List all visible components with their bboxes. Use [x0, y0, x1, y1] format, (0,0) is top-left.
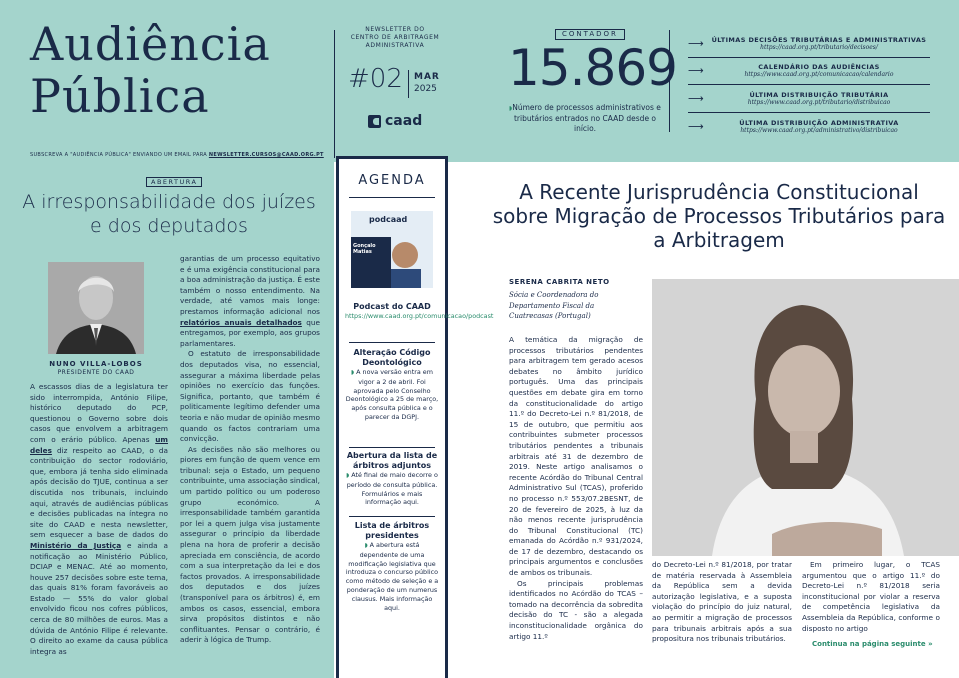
agenda-divider: [349, 342, 435, 343]
quick-link-title: ÚLTIMAS DECISÕES TRIBUTÁRIAS E ADMINISTRATIVAS: [711, 35, 927, 44]
agenda-item-heading: Lista de árbitros presidentes: [354, 521, 430, 540]
podcast-badge: podcaad: [369, 215, 408, 224]
contador-value: 15.869: [508, 39, 677, 97]
quick-link[interactable]: [688, 58, 930, 86]
quick-links: [688, 30, 930, 140]
contador-label: CONTADOR: [555, 29, 625, 40]
arrow-right-icon: ⟶: [688, 64, 704, 78]
article-paragraph: Em primeiro lugar, o TCAS argumentou que o artigo 11.º do Decreto-Lei n.º 81/2018 seria inconstitucional por violar a reserva de competência legislativa da Assembleia da República, conforme o disposto no artigo: [802, 560, 940, 633]
article-title: A Recente Jurisprudência Constitucional sobre Migração de Processos Tributários para a Arbitragem: [492, 180, 946, 252]
agenda-item-text: Até final de maio decorre o período de consulta pública. Formulários e mais informação aqui.: [346, 471, 438, 507]
agenda-item-podcast: [345, 302, 494, 321]
abertura-title: A irresponsabilidade dos juízes e dos deputados: [22, 191, 316, 237]
newsletter-label: NEWSLETTER DO CENTRO DE ARBITRAGEM ADMINISTRATIVA: [350, 26, 440, 49]
article-author-role: Sócia e Coordenadora do Departamento Fiscal da Cuatrecasas (Portugal): [509, 291, 599, 320]
article-author-photo: [652, 279, 959, 556]
article-author-name: SERENA CABRITA NETO: [509, 278, 610, 286]
article-column-1: [509, 335, 643, 642]
caad-logo: [368, 113, 422, 129]
divider-1: [334, 30, 335, 158]
masthead-line-1: Audiência: [30, 17, 271, 71]
continue-link[interactable]: [812, 640, 933, 648]
abertura-paragraph: As decisões não são melhores ou piores em função de quem vence em tribunal: seja o Estado, um pequeno contribuinte, uma associação sindical, um partido político ou um poderoso grupo económico. A irresponsabilidade também garantida por lei a quem julga visa justamente assegurar o princípio da liberdade plena na hora de proferir a decisão apreciada em consciência, de acordo com a sua interpretação da lei e dos factos provados. A irresponsabilidade dos deputados e dos juízes (transponível para os árbitros) é, em ambos os casos, essencial, embora sirva propósitos distintos e não conflituantes. Pensar o contrário, é aderir à lógica de Trump.: [180, 444, 320, 645]
subscribe-note: [30, 152, 324, 158]
article-column-3: [802, 560, 940, 634]
quick-link-url[interactable]: https://www.caad.org.pt/comunicacao/calendario: [744, 71, 894, 79]
agenda-item-deontologico: [345, 348, 439, 422]
bullet-icon: ◗: [364, 542, 370, 549]
podcast-cover[interactable]: [351, 211, 433, 288]
caad-logo-text: caad: [385, 113, 423, 129]
abertura-text: que entregamos, por exemplo, aos grupos parlamentares.: [180, 317, 320, 348]
subscribe-text: SUBSCREVA A "AUDIÊNCIA PÚBLICA" ENVIANDO UM EMAIL PARA: [30, 152, 209, 158]
author-role: PRESIDENTE DO CAAD: [57, 369, 135, 376]
quick-link[interactable]: [688, 113, 930, 141]
abertura-paragraph: O estatuto de irresponsabilidade dos deputados visa, no essencial, assegurar a máxima liberdade pelas opiniões no exercício das funções. Significa, portanto, que também é politicamente legítimo defender uma teoria e não mudar de opinião mesmo quando os factos contrariam uma convicção.: [180, 349, 320, 444]
double-arrow-icon: »: [928, 640, 933, 648]
agenda-panel: [336, 156, 494, 678]
quick-link-title: ÚLTIMA DISTRIBUIÇÃO ADMINISTRATIVA: [739, 118, 899, 127]
agenda-divider: [349, 197, 435, 198]
agenda-item-link[interactable]: https://www.caad.org.pt/comunicacao/podcast: [345, 312, 494, 320]
quick-link-url[interactable]: https://www.caad.org.pt/administrativo/distribuicao: [740, 126, 898, 134]
abertura-text: garantias de um processo equitativo e é uma exigência constitucional para a boa administração da justiça. É este também o nosso entendimento. Na verdade, até vamos mais longe: prestamos informação adicional nos: [180, 254, 320, 316]
quick-link[interactable]: [688, 30, 930, 58]
agenda-title: AGENDA: [358, 173, 426, 188]
abertura-text: e ainda a notificação ao Ministério Público, DCIAP e MENAC. Até ao momento, houve 257 decisões sobre este tema, das quais 81% foram favoráveis ao Estado — 55% do valor global envolvido ficou nos cofres públicos, cerca de 80 milhões de euros. Mas a dúvida de António Filipe é relevante. O direito ao exame da causa pública integra as: [30, 540, 168, 656]
caad-logo-icon: [368, 115, 381, 128]
abertura-column-2: [180, 254, 320, 646]
quick-link[interactable]: [688, 85, 930, 113]
article-column-2: do Decreto-Lei n.º 81/2018, por tratar de matéria reservada à Assembleia da República sem a devida autorização legislativa, e a suposta violação do princípio do juiz natural, ao permitir a migração de processos para tribunais arbitrais após a sua propositura nos tribunais tributários.: [652, 560, 792, 644]
issue-year: 2025: [414, 84, 437, 94]
contador-description: [508, 103, 662, 134]
podcast-guest: Gonçalo Matias: [353, 243, 376, 255]
agenda-item-heading: Alteração Código Deontológico: [353, 348, 431, 367]
abertura-link[interactable]: Ministério da Justiça: [30, 540, 122, 550]
article-paragraph: A temática da migração de processos tributários pendentes para arbitragem tem gerado acesos debates no âmbito jurídico português. Uma das principais questões em debate gira em torno da constitucionalidade do artigo 11.º do Decreto-Lei n.º 81/2018, de 15 de outubro, que permitiu aos contribuintes submeter processos tributários pendentes a tribunais arbitrais até 31 de dezembro de 2019. Neste artigo analisamos o recente Acórdão do Tribunal Central Administrativo Sul (TCAS), proferido no processo n.º 553/07.2BESNT, de 20 de fevereiro de 2025, à luz da não menos recente jurisprudência do Tribunal Constitucional (TC) emanada do Acórdão n.º 931/2024, de 17 de dezembro, destacando os principais argumentos e conclusões de ambos os tribunais.: [509, 335, 643, 578]
bullet-icon: ◗: [346, 472, 352, 479]
masthead-line-2: Pública: [30, 69, 210, 123]
continue-link-text: Continua na página seguinte: [812, 640, 926, 648]
agenda-divider: [349, 516, 435, 517]
abertura-text: A escassos dias de a legislatura ter sido interrompida, António Filipe, histórico deputado do PCP, questionou o Governo sobre dois casos que envolvem a arbitragem com o erário público. Apenas: [30, 382, 168, 444]
abertura-tag: ABERTURA: [146, 177, 202, 187]
arrow-right-icon: ⟶: [688, 91, 704, 105]
author-photo: [48, 262, 144, 354]
quick-link-url[interactable]: https://www.caad.org.pt/tributario/distribuicao: [747, 98, 891, 106]
arrow-right-icon: ⟶: [688, 119, 704, 133]
bullet-icon: ◗: [509, 105, 513, 112]
agenda-item-heading: Abertura da lista de árbitros adjuntos: [346, 451, 438, 470]
issue-month: MAR: [414, 72, 440, 82]
abertura-link[interactable]: um deles: [30, 434, 168, 455]
agenda-item-adjuntos: [345, 451, 439, 507]
agenda-item-text: A nova versão entra em vigor a 2 de abril. Foi aprovada pelo Conselho Deontológico a 25 de março, após consulta pública e o parecer da DGPJ.: [345, 368, 439, 421]
agenda-item-text: A abertura está dependente de uma modificação legislativa que introduza o concurso público como método de seleção e a ponderação de um numerus clausus. Mais informação aqui.: [345, 541, 439, 612]
agenda-item-presidentes: [345, 521, 439, 612]
quick-link-title: ÚLTIMA DISTRIBUIÇÃO TRIBUTÁRIA: [749, 90, 889, 99]
bullet-icon: ◗: [351, 369, 357, 376]
article-paragraph: Os principais problemas identificados no Acórdão do TCAS – tomado na decorrência da sobredita decisão do TC - são a alegada inconstitucionalidade orgânica do artigo 11.º: [509, 578, 643, 641]
agenda-item-heading: Podcast do CAAD: [353, 302, 431, 311]
subscribe-email-link[interactable]: NEWSLETTER.CURSOS@CAAD.ORG.PT: [208, 152, 324, 158]
quick-link-url[interactable]: https://caad.org.pt/tributario/decisoes/: [760, 43, 878, 51]
masthead-title: [30, 18, 271, 122]
contador-description-text: Número de processos administrativos e tributários entrados no CAAD desde o início.: [512, 103, 661, 133]
quick-link-title: CALENDÁRIO DAS AUDIÊNCIAS: [758, 63, 880, 72]
author-name: NUNO VILLA-LOBOS: [49, 360, 143, 368]
issue-separator: [408, 70, 409, 98]
arrow-right-icon: ⟶: [688, 36, 704, 50]
issue-number: #02: [348, 64, 403, 94]
abertura-text: diz respeito ao CAAD, o da contribuição do sector rodoviário, que, embora já tenha sido eliminada após decisão do TJUE, continua a ser discutida nos tribunais, incluindo aqui, através de audiências públicas e decisões publicadas na íntegra no site do CAAD e nesta newsletter, sem esquecer a base de dados do: [30, 445, 168, 540]
abertura-link[interactable]: relatórios anuais detalhados: [180, 317, 302, 327]
abertura-column-1: [30, 382, 168, 657]
agenda-divider: [349, 447, 435, 448]
